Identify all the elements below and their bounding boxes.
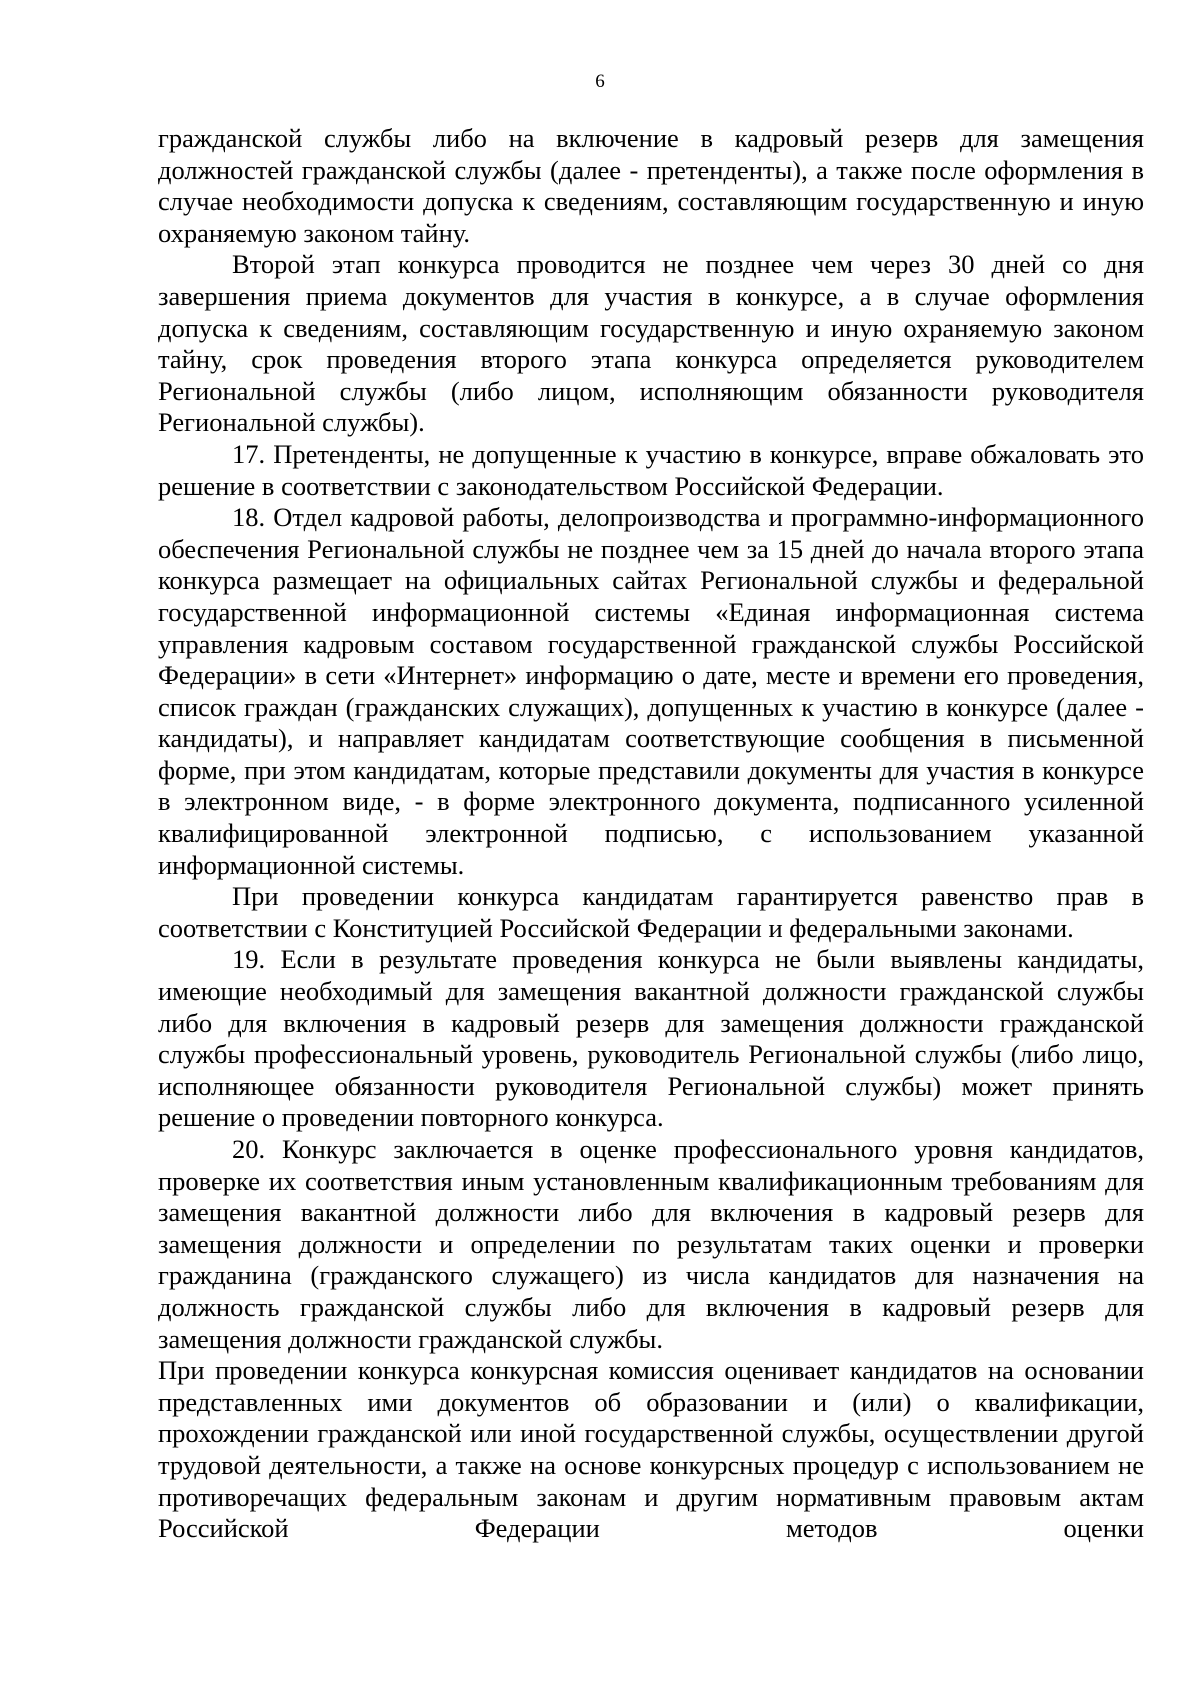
paragraph-continuation: гражданской службы либо на включение в кадровый резерв для замещения должностей гражданской службы (далее - претенденты), а также после оформления в случае необходимости допуска к сведениям, составляющим государственную и иную охраняемую законом тайну. (158, 123, 1144, 248)
paragraph-item-17: 17. Претенденты, не допущенные к участию в конкурсе, вправе обжаловать это решение в соответствии с законодательством Российской Федерации. (158, 438, 1144, 501)
paragraph-item-20: 20. Конкурс заключается в оценке профессионального уровня кандидатов, проверке их соответствия иным установленным квалификационным требованиям для замещения вакантной должности либо для включения в кадровый резерв для замещения должности и определении по результатам таких оценки и проверки гражданина (гражданского служащего) из числа кандидатов для назначения на должность гражданской службы либо для включения в кадровый резерв для замещения должности гражданской службы. (158, 1134, 1144, 1354)
document-body (158, 123, 1144, 1545)
paragraph-equal-rights: При проведении конкурса кандидатам гарантируется равенство прав в соответствии с Конституцией Российской Федерации и федеральными законами. (158, 881, 1144, 943)
paragraph-second-stage: Второй этап конкурса проводится не позднее чем через 30 дней со дня завершения приема документов для участия в конкурсе, а в случае оформления допуска к сведениям, составляющим государственную и иную охраняемую законом тайну, срок проведения второго этапа конкурса определяется руководителем Региональной службы (либо лицом, исполняющим обязанности руководителя Региональной службы). (158, 249, 1144, 438)
paragraph-item-18: 18. Отдел кадровой работы, делопроизводства и программно-информационного обеспечения Региональной службы не позднее чем за 15 дней до начала второго этапа конкурса размещает на официальных сайтах Региональной службы и федеральной государственной информационной системы «Единая информационная система управления кадровым составом государственной гражданской службы Российской Федерации» в сети «Интернет» информацию о дате, месте и времени его проведения, список граждан (гражданских служащих), допущенных к участию в конкурсе (далее - кандидаты), и направляет кандидатам соответствующие сообщения в письменной форме, при этом кандидатам, которые представили документы для участия в конкурсе в электронном виде, - в форме электронного документа, подписанного усиленной квалифицированной электронной подписью, с использованием указанной информационной системы. (158, 502, 1144, 880)
paragraph-commission-evaluation: При проведении конкурса конкурсная комиссия оценивает кандидатов на основании представленных ими документов об образовании и (или) о квалификации, прохождении гражданской или иной государственной службы, осуществлении другой трудовой деятельности, а также на основе конкурсных процедур с использованием не противоречащих федеральным законам и другим нормативным правовым актам Российской Федерации методов оценки (158, 1355, 1144, 1544)
page-number: 6 (595, 71, 605, 92)
paragraph-item-19: 19. Если в результате проведения конкурса не были выявлены кандидаты, имеющие необходимый для замещения вакантной должности гражданской службы либо для включения в кадровый резерв для замещения должности гражданской службы профессиональный уровень, руководитель Региональной службы (либо лицо, исполняющее обязанности руководителя Региональной службы) может принять решение о проведении повторного конкурса. (158, 944, 1144, 1133)
